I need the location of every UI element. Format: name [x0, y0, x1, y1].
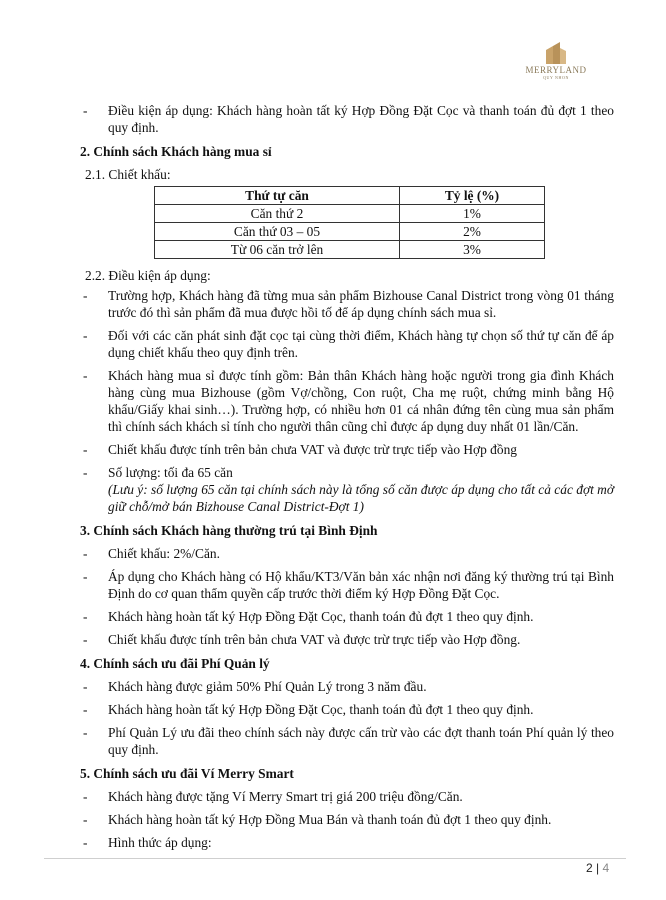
section-2-2-heading: 2.2. Điều kiện áp dụng: — [85, 268, 211, 283]
list-item: - Trường hợp, Khách hàng đã từng mua sản phẩm Bizhouse Canal District trong vòng 01 tháng trước đó thì sản phẩm đã mua được hồi tố để áp dụng chính sách mua sỉ. — [83, 288, 614, 320]
table-cell: 1% — [399, 205, 544, 223]
list-item: - Đối với các căn phát sinh đặt cọc tại cùng thời điểm, Khách hàng tự chọn số thứ tự căn để áp dụng chiết khấu theo quy định trên. — [83, 328, 614, 360]
list-item: - Chiết khấu được tính trên bản chưa VAT và được trừ trực tiếp vào Hợp đồng. — [83, 632, 521, 647]
table-header-cell: Thứ tự căn — [155, 187, 400, 205]
section-5-heading: 5. Chính sách ưu đãi Ví Merry Smart — [80, 766, 294, 781]
document-body — [78, 102, 614, 857]
list-item: - Khách hàng được giảm 50% Phí Quản Lý trong 3 năm đầu. — [83, 679, 427, 694]
discount-table — [154, 186, 545, 259]
logo-brand-text: MERRYLAND — [525, 65, 587, 75]
list-item: - Khách hàng hoàn tất ký Hợp Đồng Đặt Cọc, thanh toán đủ đợt 1 theo quy định. — [83, 702, 534, 717]
section-2-heading: 2. Chính sách Khách hàng mua sỉ — [80, 144, 272, 159]
list-item: - Khách hàng hoàn tất ký Hợp Đồng Mua Bán và thanh toán đủ đợt 1 theo quy định. — [83, 812, 552, 827]
logo-sub-text: QUY NHON — [543, 75, 569, 80]
table-cell: 3% — [399, 241, 544, 259]
table-header-row — [155, 187, 545, 205]
footer-divider — [44, 858, 626, 859]
table-header-cell: Tỷ lệ (%) — [399, 187, 544, 205]
section-4-heading: 4. Chính sách ưu đãi Phí Quản lý — [80, 656, 270, 671]
table-cell: 2% — [399, 223, 544, 241]
list-item: - Khách hàng hoàn tất ký Hợp Đồng Đặt Cọc, thanh toán đủ đợt 1 theo quy định. — [83, 609, 534, 624]
list-item: - Chiết khấu: 2%/Căn. — [83, 546, 220, 561]
table-row — [155, 223, 545, 241]
merryland-logo — [522, 42, 590, 82]
list-item: - Phí Quản Lý ưu đãi theo chính sách này được cấn trừ vào các đợt thanh toán Phí quản lý theo quy định. — [83, 725, 614, 757]
table-cell: Căn thứ 03 – 05 — [155, 223, 400, 241]
section-3-heading: 3. Chính sách Khách hàng thường trú tại Bình Định — [80, 523, 378, 538]
page-number: 2 | 4 — [586, 861, 610, 875]
table-row — [155, 205, 545, 223]
list-item: - Chiết khấu được tính trên bản chưa VAT và được trừ trực tiếp vào Hợp đồng — [83, 442, 517, 457]
list-item: - Áp dụng cho Khách hàng có Hộ khẩu/KT3/Văn bản xác nhận nơi đăng ký thường trú tại Bình Định do cơ quan thẩm quyền cấp trước thời điểm ký Hợp Đồng Đặt Cọc. — [83, 569, 614, 601]
table-cell: Căn thứ 2 — [155, 205, 400, 223]
table-row — [155, 241, 545, 259]
logo-mark-icon — [544, 42, 568, 64]
note-text: (Lưu ý: số lượng 65 căn tại chính sách này là tổng số căn được áp dụng cho tất cả các đợt mở giữ chỗ/mở bán Bizhouse Canal District-Đợt 1) — [108, 482, 614, 514]
list-item: - Khách hàng được tặng Ví Merry Smart trị giá 200 triệu đồng/Căn. — [83, 789, 463, 804]
section-2-1-heading: 2.1. Chiết khấu: — [85, 167, 171, 182]
quantity-text: Số lượng: tối đa 65 căn — [108, 465, 233, 480]
list-item: - Hình thức áp dụng: — [83, 835, 212, 850]
list-item: - Điều kiện áp dụng: Khách hàng hoàn tất ký Hợp Đồng Đặt Cọc và thanh toán đủ đợt 1 theo quy định. — [83, 103, 614, 135]
table-cell: Từ 06 căn trở lên — [155, 241, 400, 259]
list-item: - Khách hàng mua sỉ được tính gồm: Bản thân Khách hàng hoặc người trong gia đình Khách hàng cùng mua Bizhouse (gồm Vợ/chồng, Con ruột, Cha mẹ ruột, chứng minh bằng Hộ khẩu/Giấy khai sinh…). Trường hợp, có nhiều hơn 01 cá nhân đứng tên cùng mua sản phẩm thì chính sách khách sỉ tính cho người thân cũng chỉ được áp dụng duy nhất 01 lần/Căn. — [83, 368, 614, 434]
list-item: - Số lượng: tối đa 65 căn (Lưu ý: số lượng 65 căn tại chính sách này là tổng số căn được áp dụng cho tất cả các đợt mở giữ chỗ/mở bán Bizhouse Canal District-Đợt 1) — [83, 465, 614, 514]
